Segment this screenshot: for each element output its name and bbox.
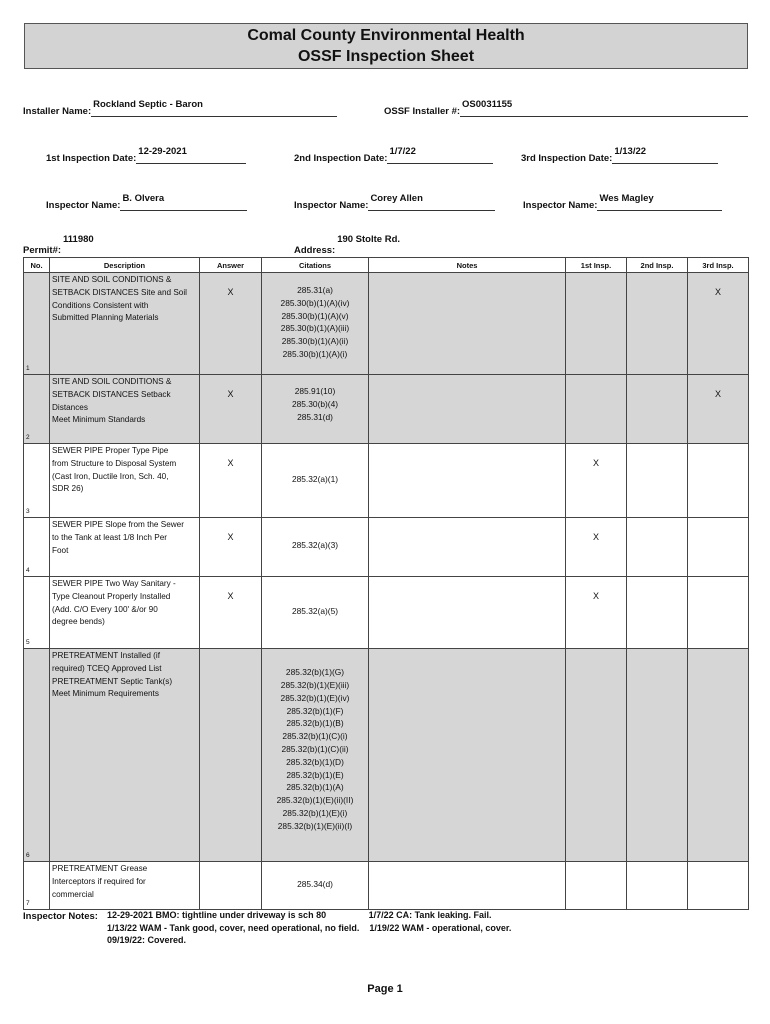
row-description-cell <box>50 375 200 444</box>
inspector-1-name-field <box>46 193 247 211</box>
row-citations-cell <box>262 862 369 910</box>
row-description-line: to the Tank at least 1/8 Inch Per <box>52 532 167 542</box>
row-number: 1 <box>26 365 30 372</box>
row-citations-cell <box>262 375 369 444</box>
inspector-2-name-field <box>294 193 495 211</box>
row-citation: 285.32(b)(1)(B) <box>286 718 344 729</box>
inspection-2-date-field <box>294 146 493 164</box>
row-number: 3 <box>26 508 30 515</box>
row-description-line: Conditions Consistent with <box>52 300 149 310</box>
row-insp-2-cell[interactable] <box>627 649 688 862</box>
row-citation: 285.30(b)(4) <box>291 398 339 409</box>
inspector-3-name-value-box[interactable] <box>597 193 722 211</box>
inspection-2-date-value: 1/7/22 <box>389 146 416 157</box>
row-insp-1-cell[interactable] <box>566 518 627 577</box>
inspection-1-date-value-box[interactable] <box>136 146 246 164</box>
inspector-notes-label: Inspector Notes: <box>23 911 98 922</box>
permit-field <box>23 234 143 256</box>
row-insp-3-mark: X <box>714 287 721 297</box>
row-answer-cell[interactable] <box>200 577 262 649</box>
inspection-1-date-value: 12-29-2021 <box>138 146 187 157</box>
row-citation: 285.32(b)(1)(C)(ii) <box>281 744 349 755</box>
row-insp-2-cell[interactable] <box>627 518 688 577</box>
installer-name-value: Rockland Septic - Baron <box>93 99 203 110</box>
document-title-box <box>24 23 748 69</box>
inspector-3-name-value: Wes Magley <box>599 193 654 204</box>
row-insp-3-cell[interactable] <box>688 444 749 518</box>
row-description-line: SEWER PIPE Proper Type Pipe <box>52 446 169 455</box>
inspection-2-date-label: 2nd Inspection Date: <box>294 153 388 164</box>
row-insp-3-cell[interactable] <box>688 862 749 910</box>
row-description-line: Type Cleanout Properly Installed <box>52 591 171 601</box>
inspection-3-date-field <box>521 146 718 164</box>
row-insp-1-cell[interactable] <box>566 273 627 375</box>
document-title-line1: Comal County Environmental Health <box>247 27 525 44</box>
row-insp-1-cell[interactable] <box>566 444 627 518</box>
row-insp-3-cell[interactable] <box>688 649 749 862</box>
inspector-3-name-field <box>523 193 722 211</box>
header-1st-insp: 1st Insp. <box>566 258 627 273</box>
row-citation: 285.30(b)(1)(A)(i) <box>282 348 348 359</box>
header-2nd-insp: 2nd Insp. <box>627 258 688 273</box>
row-insp-1-mark: X <box>592 591 599 601</box>
row-description-line: Interceptors if required for <box>52 876 146 886</box>
row-citation: 285.30(b)(1)(A)(iv) <box>280 297 350 308</box>
header-no: No. <box>24 258 50 273</box>
row-citation: 285.32(a)(5) <box>291 605 339 616</box>
inspection-table <box>23 257 749 910</box>
row-description-line: SDR 26) <box>52 484 84 494</box>
table-row <box>24 518 749 577</box>
row-description-line: from Structure to Disposal System <box>52 458 177 468</box>
row-answer-cell[interactable] <box>200 273 262 375</box>
row-citation: 285.32(b)(1)(E)(iii) <box>280 680 350 691</box>
row-number: 5 <box>26 639 30 646</box>
row-description-cell <box>50 518 200 577</box>
row-citation: 285.32(b)(1)(E)(ii)(I) <box>277 820 353 831</box>
table-row <box>24 444 749 518</box>
row-description-cell <box>50 577 200 649</box>
inspector-2-name-value-box[interactable] <box>368 193 495 211</box>
inspection-3-date-value: 1/13/22 <box>614 146 647 157</box>
row-description-cell <box>50 862 200 910</box>
row-citation: 285.32(b)(1)(E)(iv) <box>280 692 350 703</box>
row-number: 4 <box>26 567 30 574</box>
row-insp-2-cell[interactable] <box>627 862 688 910</box>
inspection-2-date-value-box[interactable] <box>387 146 493 164</box>
row-citation: 285.32(a)(3) <box>291 540 339 551</box>
row-insp-2-cell[interactable] <box>627 273 688 375</box>
row-description-line: required) TCEQ Approved List <box>52 663 162 673</box>
installer-name-label: Installer Name: <box>23 106 92 117</box>
inspection-1-date-label: 1st Inspection Date: <box>46 153 137 164</box>
row-description-line: Submitted Planning Materials <box>52 313 159 323</box>
row-notes-cell[interactable] <box>369 577 566 649</box>
address-label: Address: <box>294 245 336 256</box>
row-notes-cell[interactable] <box>369 375 566 444</box>
inspection-3-date-label: 3rd Inspection Date: <box>521 153 613 164</box>
row-citations-cell <box>262 649 369 862</box>
inspector-1-name-label: Inspector Name: <box>46 200 121 211</box>
row-answer-cell[interactable] <box>200 444 262 518</box>
installer-number-field <box>384 99 748 117</box>
installer-name-field <box>23 99 337 117</box>
row-notes-cell[interactable] <box>369 444 566 518</box>
row-citation: 285.34(d) <box>297 878 333 889</box>
row-insp-3-cell[interactable] <box>688 273 749 375</box>
row-description-line: SITE AND SOIL CONDITIONS & <box>52 275 172 284</box>
inspector-notes-line: 12-29-2021 BMO: tightline under driveway is sch 80 1/7/22 CA: Tank leaking. Fail. <box>107 910 492 920</box>
row-number: 7 <box>26 900 30 907</box>
row-answer-cell[interactable] <box>200 862 262 910</box>
row-citation: 285.31(d) <box>297 411 333 422</box>
row-insp-1-cell[interactable] <box>566 862 627 910</box>
row-citation: 285.30(b)(1)(A)(iii) <box>280 323 350 334</box>
row-description-line: PRETREATMENT Septic Tank(s) <box>52 676 173 686</box>
table-row <box>24 577 749 649</box>
page-number: Page 1 <box>367 983 403 995</box>
row-citations-cell <box>262 518 369 577</box>
address-value-box[interactable] <box>335 234 457 256</box>
row-number: 2 <box>26 434 30 441</box>
row-number: 6 <box>26 852 30 859</box>
table-row <box>24 375 749 444</box>
row-insp-1-mark: X <box>592 458 599 468</box>
row-description-cell <box>50 649 200 862</box>
row-citation: 285.32(b)(1)(F) <box>286 705 344 716</box>
inspector-2-name-label: Inspector Name: <box>294 200 369 211</box>
row-description-cell <box>50 444 200 518</box>
row-description-line: PRETREATMENT Installed (if <box>52 651 160 660</box>
row-notes-cell[interactable] <box>369 518 566 577</box>
inspector-notes-text[interactable] <box>107 909 511 947</box>
row-citation: 285.32(a)(1) <box>291 473 339 484</box>
row-description-line: commercial <box>52 889 94 899</box>
row-description-line: Distances <box>52 402 88 412</box>
row-description-line: Meet Minimum Requirements <box>52 689 159 699</box>
row-description-line: Meet Minimum Standards <box>52 415 146 425</box>
row-number-cell <box>24 375 50 444</box>
table-row <box>24 273 749 375</box>
row-citation: 285.32(b)(1)(E)(ii)(II) <box>276 795 354 806</box>
row-insp-3-cell[interactable] <box>688 577 749 649</box>
row-citation: 285.31(a) <box>297 285 333 295</box>
row-notes-cell[interactable] <box>369 862 566 910</box>
row-insp-2-cell[interactable] <box>627 577 688 649</box>
row-insp-1-cell[interactable] <box>566 375 627 444</box>
row-description-line: Foot <box>52 545 69 555</box>
installer-number-value-box[interactable] <box>460 99 748 117</box>
row-description-line: PRETREATMENT Grease <box>52 864 148 873</box>
inspector-notes-line: 1/13/22 WAM - Tank good, cover, need operational, no field. 1/19/22 WAM - operational, cover. <box>107 922 512 933</box>
inspector-3-name-label: Inspector Name: <box>523 200 598 211</box>
row-citation: 285.30(b)(1)(A)(ii) <box>281 336 349 347</box>
row-citations-cell <box>262 273 369 375</box>
row-citation: 285.30(b)(1)(A)(v) <box>281 310 349 321</box>
row-notes-cell[interactable] <box>369 273 566 375</box>
row-answer: X <box>227 287 234 297</box>
row-answer: X <box>227 591 234 601</box>
inspector-1-name-value-box[interactable] <box>120 193 247 211</box>
row-citation: 285.32(b)(1)(A) <box>286 782 344 793</box>
row-description-line: SITE AND SOIL CONDITIONS & <box>52 377 172 386</box>
inspector-1-name-value: B. Olvera <box>122 193 165 204</box>
row-citation: 285.32(b)(1)(D) <box>286 756 344 767</box>
table-row <box>24 649 749 862</box>
installer-number-value: OS0031155 <box>462 99 513 110</box>
header-description: Description <box>50 258 200 273</box>
row-answer-cell[interactable] <box>200 649 262 862</box>
row-description-line: (Cast Iron, Ductile Iron, Sch. 40, <box>52 471 169 481</box>
row-citation: 285.32(b)(1)(G) <box>285 667 345 678</box>
inspector-notes-line: 09/19/22: Covered. <box>107 935 187 945</box>
row-number-cell <box>24 862 50 910</box>
address-value: 190 Stolte Rd. <box>337 234 401 245</box>
document-title-line2: OSSF Inspection Sheet <box>297 48 475 65</box>
row-description-line: SETBACK DISTANCES Site and Soil <box>52 287 187 297</box>
header-3rd-insp: 3rd Insp. <box>688 258 749 273</box>
row-insp-3-mark: X <box>714 389 721 399</box>
table-row <box>24 862 749 910</box>
row-citations-cell <box>262 444 369 518</box>
installer-name-value-box[interactable] <box>91 99 337 117</box>
row-answer: X <box>227 532 234 542</box>
row-insp-3-cell[interactable] <box>688 518 749 577</box>
address-field <box>294 234 457 256</box>
row-description-line: SETBACK DISTANCES Setback <box>52 389 171 399</box>
row-citation: 285.32(b)(1)(E)(i) <box>282 808 348 819</box>
row-answer-cell[interactable] <box>200 375 262 444</box>
inspection-1-date-field <box>46 146 246 164</box>
table-header-row <box>24 258 749 273</box>
row-insp-2-cell[interactable] <box>627 444 688 518</box>
row-citation: 285.91(10) <box>294 386 336 396</box>
row-number-cell <box>24 577 50 649</box>
inspection-3-date-value-box[interactable] <box>612 146 718 164</box>
row-number-cell <box>24 518 50 577</box>
row-description-line: SEWER PIPE Slope from the Sewer <box>52 520 184 529</box>
row-description-line: (Add. C/O Every 100' &/or 90 <box>52 604 158 614</box>
header-answer: Answer <box>200 258 262 273</box>
row-answer: X <box>227 458 234 468</box>
row-citations-cell <box>262 577 369 649</box>
row-answer-cell[interactable] <box>200 518 262 577</box>
row-citation: 285.32(b)(1)(C)(i) <box>282 731 348 742</box>
row-answer: X <box>227 389 234 399</box>
row-number-cell <box>24 649 50 862</box>
header-citations: Citations <box>262 258 369 273</box>
inspector-2-name-value: Corey Allen <box>370 193 423 204</box>
row-number-cell <box>24 273 50 375</box>
table-body <box>24 273 749 910</box>
row-insp-3-cell[interactable] <box>688 375 749 444</box>
row-description-cell <box>50 273 200 375</box>
permit-value-box[interactable] <box>61 234 143 256</box>
row-description-line: degree bends) <box>52 617 105 627</box>
row-number-cell <box>24 444 50 518</box>
permit-value: 111980 <box>63 234 94 245</box>
header-notes: Notes <box>369 258 566 273</box>
row-citation: 285.32(b)(1)(E) <box>286 769 344 780</box>
row-notes-cell[interactable] <box>369 649 566 862</box>
row-insp-1-mark: X <box>592 532 599 542</box>
installer-number-label: OSSF Installer #: <box>384 106 461 117</box>
row-description-line: SEWER PIPE Two Way Sanitary - <box>52 579 176 588</box>
row-insp-1-cell[interactable] <box>566 649 627 862</box>
row-insp-1-cell[interactable] <box>566 577 627 649</box>
row-insp-2-cell[interactable] <box>627 375 688 444</box>
permit-label: Permit#: <box>23 245 62 256</box>
